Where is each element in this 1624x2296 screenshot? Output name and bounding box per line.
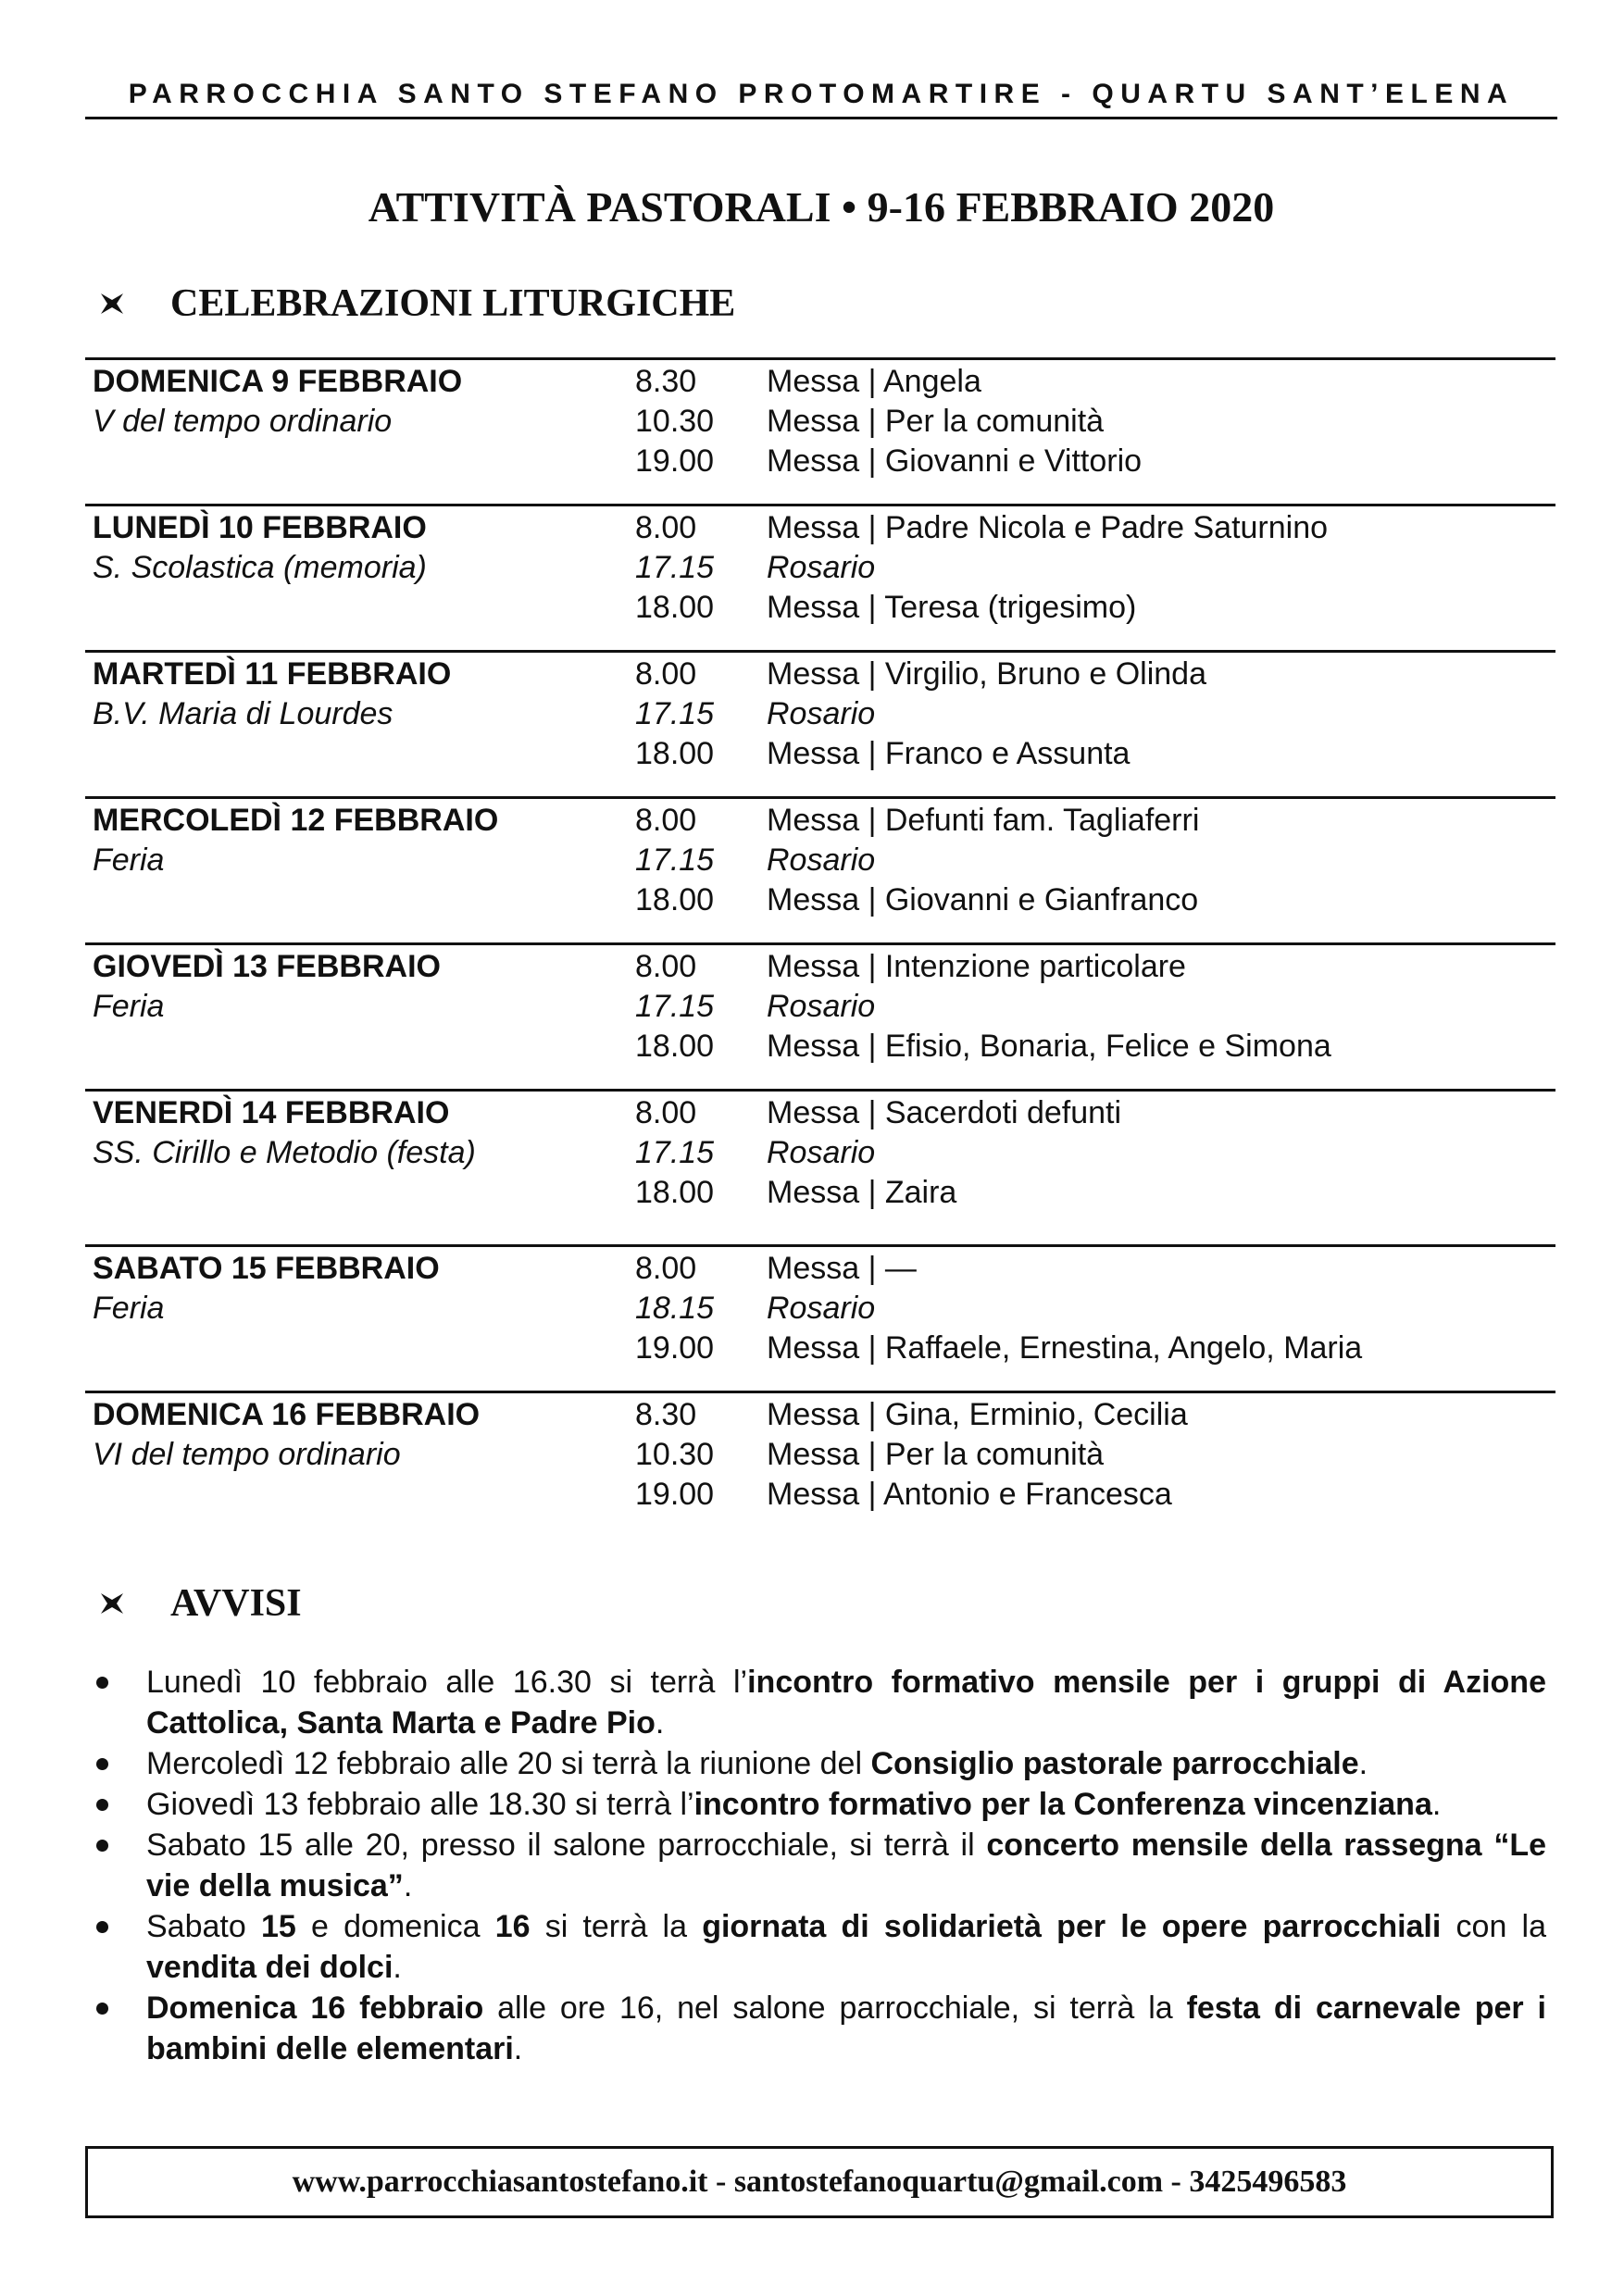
event-time: 8.00: [635, 949, 697, 984]
event-time: 17.15: [635, 842, 715, 878]
event-row: [635, 801, 1199, 841]
event-text: Messa | Padre Nicola e Padre Saturnino: [767, 510, 1329, 545]
liturgical-day: VI del tempo ordinario: [93, 1437, 401, 1472]
day-info: [93, 362, 462, 442]
bullet-icon: [96, 1799, 108, 1811]
event-row: [635, 1027, 1331, 1067]
notice-text: Giovedì 13 febbraio alle 18.30 si terrà l’: [146, 1787, 694, 1822]
notice-text: alle ore 16, nel salone parrocchiale, si terrà la: [483, 1990, 1187, 2026]
day-row: [85, 1391, 1555, 1537]
event-text: Messa | Antonio e Francesca: [767, 1477, 1172, 1512]
event-row: [635, 548, 1328, 588]
event-text: Messa | Virgilio, Bruno e Olinda: [767, 656, 1206, 692]
day-name: MARTEDÌ 11 FEBBRAIO: [93, 656, 452, 692]
day-info: [93, 1249, 440, 1329]
liturgical-day: V del tempo ordinario: [93, 404, 393, 439]
day-name: LUNEDÌ 10 FEBBRAIO: [93, 510, 427, 545]
notice-text: Sabato 15 alle 20, presso il salone parrocchiale, si terrà il: [146, 1828, 987, 1863]
notice-text-bold: giornata di solidarietà per le opere parrocchiali: [702, 1909, 1442, 1944]
event-text: Messa | Zaira: [767, 1175, 957, 1210]
day-events: [635, 1249, 1362, 1368]
star-bullet-icon: [100, 1592, 124, 1615]
day-name: DOMENICA 9 FEBBRAIO: [93, 364, 463, 399]
notice-text-bold: incontro formativo per la Conferenza vincenziana: [693, 1787, 1432, 1822]
day-row: [85, 942, 1555, 1089]
notice-text-bold: 15: [260, 1909, 296, 1944]
notice-text: e domenica: [295, 1909, 495, 1944]
day-events: [635, 508, 1328, 628]
liturgical-day: S. Scolastica (memoria): [93, 550, 427, 585]
event-row: [635, 1289, 1362, 1329]
day-row: [85, 796, 1555, 942]
event-time: 17.15: [635, 989, 715, 1024]
star-bullet-icon: [100, 293, 124, 315]
liturgical-day: SS. Cirillo e Metodio (festa): [93, 1135, 476, 1170]
event-row: [635, 841, 1199, 880]
notice-text: .: [1358, 1746, 1368, 1781]
event-text: Rosario: [767, 989, 876, 1024]
event-time: 8.00: [635, 510, 697, 545]
day-name: SABATO 15 FEBBRAIO: [93, 1251, 440, 1286]
notice-text-bold: Consiglio pastorale parrocchiale: [870, 1746, 1359, 1781]
day-row: [85, 1244, 1555, 1391]
day-name: MERCOLEDÌ 12 FEBBRAIO: [93, 803, 499, 838]
liturgical-day: Feria: [93, 842, 165, 878]
event-time: 10.30: [635, 1437, 715, 1472]
bullet-icon: [96, 1921, 108, 1933]
bullet-icon: [96, 1758, 108, 1770]
event-text: Rosario: [767, 842, 876, 878]
event-row: [635, 1395, 1188, 1435]
event-time: 8.30: [635, 364, 697, 399]
notice-text: .: [513, 2031, 523, 2066]
event-text: Messa | Efisio, Bonaria, Felice e Simona: [767, 1029, 1331, 1064]
event-time: 19.00: [635, 1330, 715, 1366]
notice-text: .: [655, 1705, 665, 1741]
day-row: [85, 650, 1555, 796]
day-info: [93, 655, 451, 734]
event-row: [635, 508, 1328, 548]
event-time: 18.00: [635, 882, 715, 917]
event-time: 18.00: [635, 590, 715, 625]
day-events: [635, 801, 1199, 920]
event-row: [635, 655, 1206, 694]
event-row: [635, 1173, 1121, 1213]
event-text: Rosario: [767, 550, 876, 585]
event-time: 10.30: [635, 404, 715, 439]
event-row: [635, 1435, 1188, 1475]
event-time: 18.00: [635, 1029, 715, 1064]
day-info: [93, 1093, 476, 1173]
event-text: Messa | Intenzione particolare: [767, 949, 1186, 984]
event-row: [635, 1093, 1121, 1133]
event-row: [635, 880, 1199, 920]
notice-item: [85, 1662, 1546, 1743]
event-row: [635, 987, 1331, 1027]
notice-text: Mercoledì 12 febbraio alle 20 si terrà la riunione del: [146, 1746, 871, 1781]
event-text: Rosario: [767, 1135, 876, 1170]
event-text: Messa | Sacerdoti defunti: [767, 1095, 1122, 1130]
notice-text: con la: [1441, 1909, 1546, 1944]
event-text: Messa | Teresa (trigesimo): [767, 590, 1137, 625]
event-row: [635, 1249, 1362, 1289]
notice-item: [85, 1988, 1546, 2069]
event-time: 19.00: [635, 1477, 715, 1512]
event-row: [635, 402, 1142, 442]
day-name: DOMENICA 16 FEBBRAIO: [93, 1397, 481, 1432]
notice-text-bold: concerto mensile della rassegna “Le vie della musica”: [146, 1828, 1546, 1903]
event-text: Messa | Angela: [767, 364, 981, 399]
event-row: [635, 362, 1142, 402]
liturgical-day: Feria: [93, 1291, 165, 1326]
bullet-icon: [96, 1840, 108, 1852]
bullet-icon: [96, 2003, 108, 2015]
day-row: [85, 357, 1555, 504]
event-text: Messa | Raffaele, Ernestina, Angelo, Maria: [767, 1330, 1363, 1366]
day-info: [93, 1395, 480, 1475]
event-time: 17.15: [635, 550, 715, 585]
notice-item: [85, 1743, 1546, 1784]
notice-text-bold: Domenica 16 febbraio: [146, 1990, 484, 2026]
day-name: GIOVEDÌ 13 FEBBRAIO: [93, 949, 441, 984]
event-time: 19.00: [635, 443, 715, 479]
liturgical-day: Feria: [93, 989, 165, 1024]
day-info: [93, 801, 498, 880]
day-row: [85, 1089, 1555, 1244]
notice-text-bold: festa di carnevale per i bambini delle elementari: [146, 1990, 1546, 2066]
notice-text: .: [1431, 1787, 1442, 1822]
event-time: 8.00: [635, 1095, 697, 1130]
event-time: 8.30: [635, 1397, 697, 1432]
notice-text-bold: 16: [494, 1909, 531, 1944]
event-text: Messa | Per la comunità: [767, 1437, 1105, 1472]
event-row: [635, 1329, 1362, 1368]
event-text: Rosario: [767, 1291, 876, 1326]
notice-item: [85, 1784, 1546, 1825]
event-text: Messa | Gina, Erminio, Cecilia: [767, 1397, 1188, 1432]
notice-text-bold: vendita dei dolci: [146, 1950, 394, 1985]
notice-item: [85, 1825, 1546, 1906]
event-text: Messa | Giovanni e Gianfranco: [767, 882, 1199, 917]
notice-text: Lunedì 10 febbraio alle 16.30 si terrà l’: [146, 1665, 748, 1700]
page-title: ATTIVITÀ PASTORALI • 9-16 FEBBRAIO 2020: [368, 183, 1275, 231]
event-time: 17.15: [635, 1135, 715, 1170]
liturgical-day: B.V. Maria di Lourdes: [93, 696, 394, 731]
event-time: 8.00: [635, 803, 697, 838]
event-time: 8.00: [635, 656, 697, 692]
notice-text: Sabato: [146, 1909, 261, 1944]
day-events: [635, 1395, 1188, 1515]
day-events: [635, 655, 1206, 774]
event-text: Messa | —: [767, 1251, 917, 1286]
notice-text-bold: incontro formativo mensile per i gruppi di Azione Cattolica, Santa Marta e Padre Pio: [146, 1665, 1546, 1741]
schedule-table: [85, 357, 1555, 1537]
parish-header: PARROCCHIA SANTO STEFANO PROTOMARTIRE - QUARTU SANT’ELENA: [85, 76, 1557, 119]
event-row: [635, 1133, 1121, 1173]
event-text: Messa | Per la comunità: [767, 404, 1105, 439]
notice-text: .: [403, 1868, 413, 1903]
event-row: [635, 694, 1206, 734]
day-events: [635, 1093, 1121, 1213]
notice-text: si terrà la: [530, 1909, 703, 1944]
notice-item: [85, 1906, 1546, 1988]
avvisi-heading-label: AVVISI: [170, 1582, 302, 1625]
day-info: [93, 508, 427, 588]
event-row: [635, 1475, 1188, 1515]
event-row: [635, 947, 1331, 987]
event-time: 17.15: [635, 696, 715, 731]
event-time: 18.00: [635, 1175, 715, 1210]
event-text: Rosario: [767, 696, 876, 731]
event-row: [635, 442, 1142, 481]
day-name: VENERDÌ 14 FEBBRAIO: [93, 1095, 450, 1130]
event-row: [635, 734, 1206, 774]
bullet-icon: [96, 1677, 108, 1689]
celebrazioni-heading-label: CELEBRAZIONI LITURGICHE: [170, 282, 736, 325]
day-events: [635, 947, 1331, 1067]
event-text: Messa | Franco e Assunta: [767, 736, 1131, 771]
event-text: Messa | Defunti fam. Tagliaferri: [767, 803, 1200, 838]
contacts-footer: www.parrocchiasantostefano.it - santostefanoquartu@gmail.com - 3425496583: [85, 2146, 1554, 2218]
day-info: [93, 947, 441, 1027]
event-time: 8.00: [635, 1251, 697, 1286]
notice-text: .: [393, 1950, 402, 1985]
event-time: 18.00: [635, 736, 715, 771]
event-row: [635, 588, 1328, 628]
event-text: Messa | Giovanni e Vittorio: [767, 443, 1143, 479]
day-events: [635, 362, 1142, 481]
notices-list: [85, 1662, 1546, 2069]
event-time: 18.15: [635, 1291, 715, 1326]
day-row: [85, 504, 1555, 650]
